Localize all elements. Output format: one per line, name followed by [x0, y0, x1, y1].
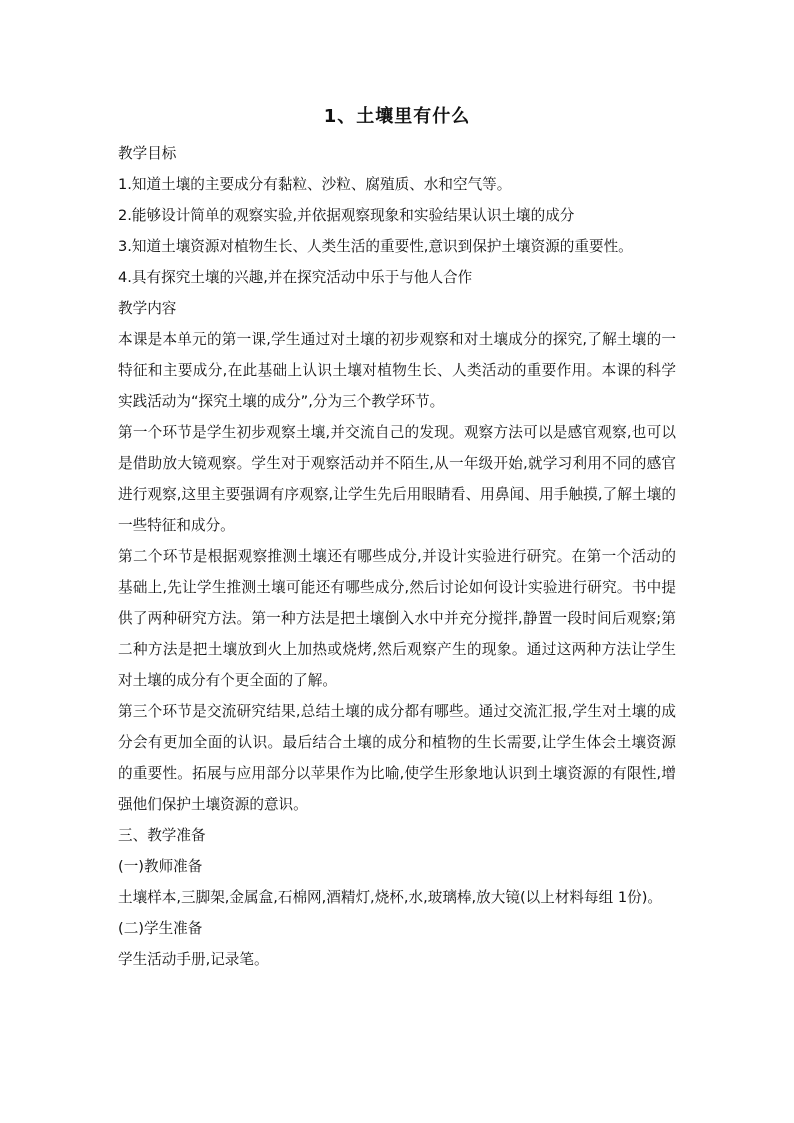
content-paragraph: 第一个环节是学生初步观察土壤,并交流自己的发现。观察方法可以是感官观察,也可以是借助放大镜观察。学生对于观察活动并不陌生,从一年级开始,就学习利用不同的感官进行观察,这里主要强调有序观察,让学生先后用眼睛看、用鼻闻、用手触摸,了解土壤的一些特征和成分。 [118, 424, 676, 534]
content-paragraph: 本课是本单元的第一课,学生通过对土壤的初步观察和对土壤成分的探究,了解土壤的一特征和主要成分,在此基础上认识土壤对植物生长、人类活动的重要作用。本课的科学实践活动为“探究土壤的成分”,分为三个教学环节。 [118, 331, 676, 410]
section-heading-content: 教学内容 [118, 300, 177, 317]
student-prep-text: 学生活动手册,记录笔。 [118, 951, 269, 968]
content-paragraph: 第三个环节是交流研究结果,总结土壤的成分都有哪些。通过交流汇报,学生对土壤的成分会有更加全面的认识。最后结合土壤的成分和植物的生长需要,让学生体会土壤资源的重要性。拓展与应用部分以苹果作为比喻,使学生形象地认识到土壤资源的有限性,增强他们保护土壤资源的意识。 [118, 703, 676, 813]
document-title: 1、土壤里有什么 [323, 106, 471, 127]
teacher-prep-text: 土壤样本,三脚架,金属盒,石棉网,酒精灯,烧杯,水,玻璃棒,放大镜(以上材料每组 1份)。 [118, 889, 663, 906]
teacher-prep-heading: (一)教师准备 [118, 858, 203, 875]
goal-item: 3.知道土壤资源对植物生长、人类生活的重要性,意识到保护土壤资源的重要性。 [118, 238, 633, 255]
goal-item: 4.具有探究土壤的兴趣,并在探究活动中乐于与他人合作 [118, 269, 473, 286]
section-heading-prep: 三、教学准备 [118, 827, 206, 844]
content-paragraph: 第二个环节是根据观察推测土壤还有哪些成分,并设计实验进行研究。在第一个活动的基础上,先让学生推测土壤可能还有哪些成分,然后讨论如何设计实验进行研究。书中提供了两种研究方法。第一种方法是把土壤倒入水中并充分搅拌,静置一段时间后观察;第二种方法是把土壤放到火上加热或烧烤,然后观察产生的现象。通过这两种方法让学生对土壤的成分有个更全面的了解。 [118, 548, 676, 689]
section-heading-goals: 教学目标 [118, 145, 177, 162]
student-prep-heading: (二)学生准备 [118, 920, 203, 937]
goal-item: 1.知道土壤的主要成分有黏粒、沙粒、腐殖质、水和空气等。 [118, 176, 512, 193]
document-page [118, 100, 676, 975]
goal-item: 2.能够设计简单的观察实验,并依据观察现象和实验结果认识土壤的成分 [118, 207, 575, 224]
